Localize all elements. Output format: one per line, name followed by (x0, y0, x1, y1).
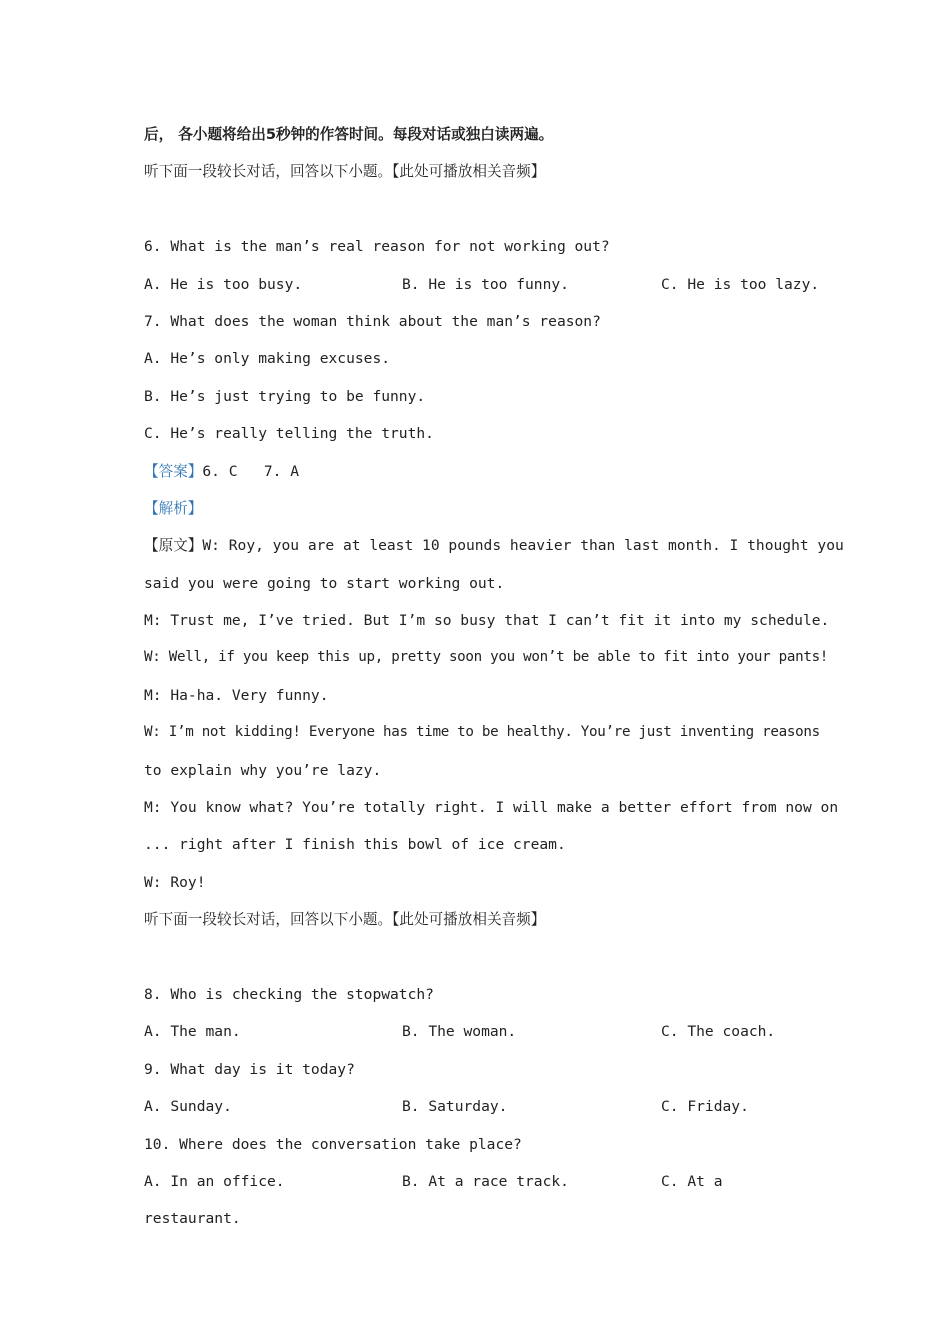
spacer (144, 939, 814, 976)
transcript-tag: 【原文】 (144, 537, 203, 555)
option-a: A. He’s only making excuses. (144, 350, 391, 368)
spacer (144, 191, 814, 228)
question-10-stem: 10. Where does the conversation take place? (144, 1135, 522, 1153)
question-8-stem: 8. Who is checking the stopwatch? (144, 985, 434, 1003)
section-intro: 听下面一段较长对话，回答以下小题。【此处可播放相关音频】 (144, 163, 546, 181)
answer-tag: 【答案】 (144, 462, 203, 480)
option-c: C. He is too lazy. (661, 275, 820, 293)
option-c: C. At a (661, 1172, 723, 1190)
answer-line (144, 453, 814, 490)
transcript-line: M: Trust me, I’ve tried. But I’m so busy that I can’t fit it into my schedule. (144, 612, 830, 630)
option-b: B. Saturday. (402, 1098, 508, 1116)
transcript-line: M: Ha-ha. Very funny. (144, 686, 329, 704)
option-a: A. The man. (144, 1023, 241, 1041)
question-9-options (144, 1088, 814, 1125)
analysis-line (144, 490, 814, 527)
option-c: C. He’s really telling the truth. (144, 425, 434, 443)
option-c-continued: restaurant. (144, 1210, 241, 1228)
transcript-line: W: Roy! (144, 873, 206, 891)
analysis-tag: 【解析】 (144, 499, 203, 517)
option-b: B. The woman. (402, 1023, 517, 1041)
transcript-text: W: Roy, you are at least 10 pounds heavier than last month. I thought you (202, 537, 844, 555)
transcript-line: W: I’m not kidding! Everyone has time to be healthy. You’re just inventing reasons (144, 724, 820, 741)
instruction-line: 后， 各小题将给出5秒钟的作答时间。每段对话或独白读两遍。 (144, 126, 554, 143)
document-page (144, 116, 844, 1238)
transcript-line: W: Well, if you keep this up, pretty soon you won’t be able to fit into your pants! (144, 649, 829, 666)
question-6-stem: 6. What is the man’s real reason for not working out? (144, 238, 610, 256)
option-c: C. The coach. (661, 1023, 776, 1041)
section-intro: 听下面一段较长对话，回答以下小题。【此处可播放相关音频】 (144, 911, 546, 929)
question-7-stem: 7. What does the woman think about the man’s reason? (144, 312, 601, 330)
option-a: A. In an office. (144, 1172, 285, 1190)
option-b: B. At a race track. (402, 1172, 569, 1190)
option-b: B. He is too funny. (402, 275, 569, 293)
transcript-line: to explain why you’re lazy. (144, 761, 382, 779)
question-9-stem: 9. What day is it today? (144, 1060, 355, 1078)
transcript-line: said you were going to start working out. (144, 574, 505, 592)
option-c: C. Friday. (661, 1098, 749, 1116)
question-6-options (144, 266, 820, 303)
transcript-line: M: You know what? You’re totally right. I will make a better effort from now on (144, 799, 839, 817)
transcript-line: ... right after I finish this bowl of ice cream. (144, 836, 566, 854)
option-a: A. He is too busy. (144, 275, 303, 293)
option-a: A. Sunday. (144, 1098, 232, 1116)
transcript-line (144, 527, 844, 564)
answer-text: 6. C 7. A (202, 462, 300, 480)
question-10-options (144, 1163, 814, 1200)
question-8-options (144, 1013, 814, 1050)
option-b: B. He’s just trying to be funny. (144, 387, 426, 405)
